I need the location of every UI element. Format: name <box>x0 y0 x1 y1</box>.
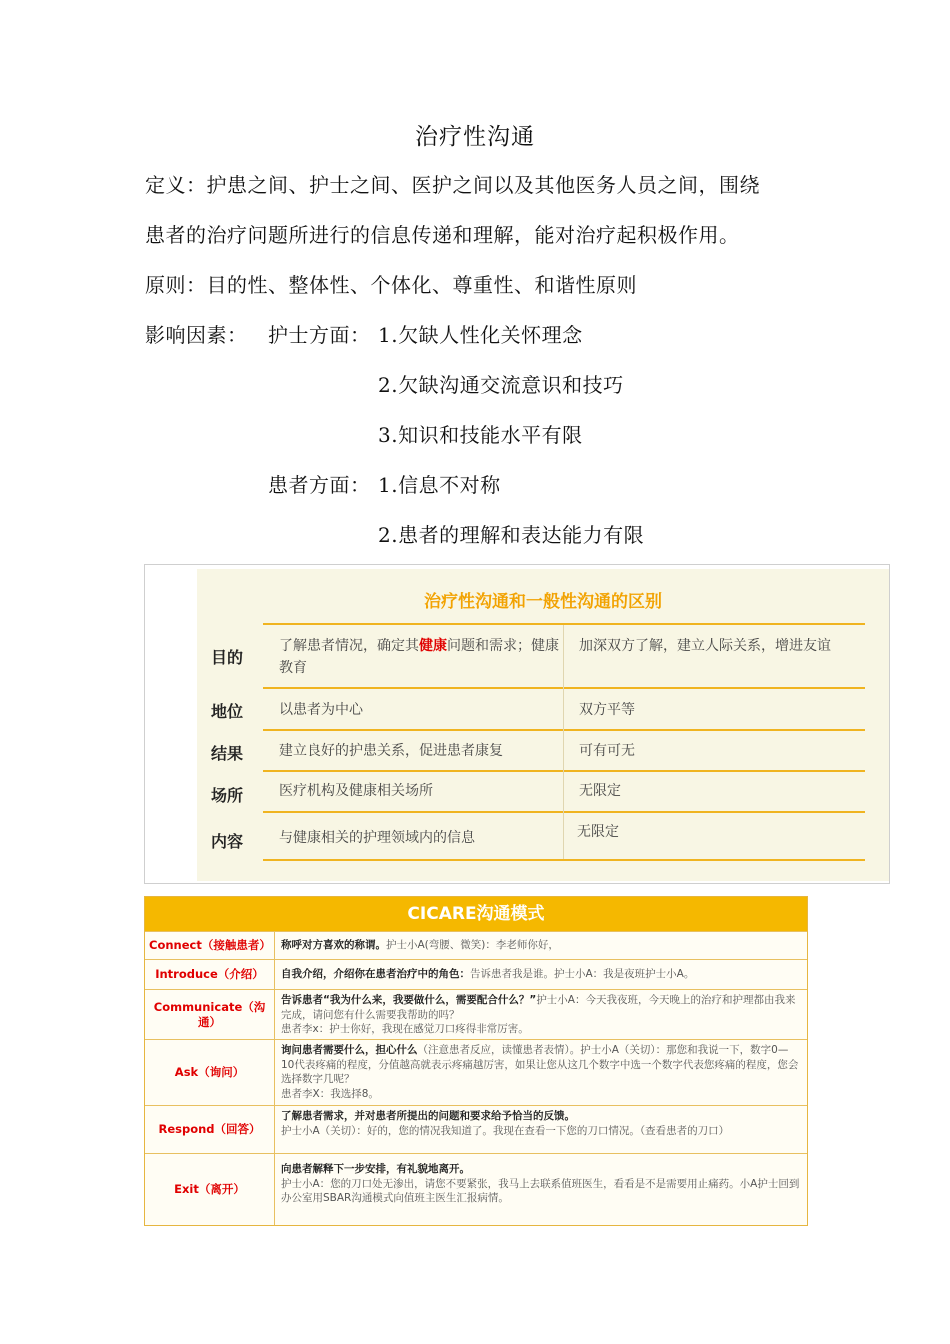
cicare-title: CICARE沟通模式 <box>145 897 807 931</box>
document-title: 治疗性沟通 <box>415 124 535 150</box>
table-row <box>145 1153 807 1225</box>
cell-a: 以患者为中心 <box>279 702 363 718</box>
comparison-panel <box>197 569 889 881</box>
cicare-step-text: 询问患者需要什么，担心什么（注意患者反应，读懂患者表情）。护士小A（关切）：那您和我说一下，数字0—10代表疼痛的程度，分值越高就表示疼痛越厉害，如果让您从这几个数字中选一个数字代表您疼痛的程度，您会选择数字几呢？ 患者李X：我选择8。 <box>281 1044 799 1100</box>
row-label: 目的 <box>211 648 244 667</box>
cicare-step-label: Connect（接触患者） <box>145 932 275 959</box>
cicare-step-text: 了解患者需求，并对患者所提出的问题和要求给予恰当的反馈。 护士小A（关切）：好的，您的情况我知道了。我现在查看一下您的刀口情况。（查看患者的刀口） <box>281 1110 730 1137</box>
cell-a: 了解患者情况，确定其健康问题和需求；健康教育 <box>279 638 559 676</box>
cell-b: 加深双方了解，建立人际关系，增进友谊 <box>579 638 831 654</box>
table-row <box>145 989 807 1039</box>
cicare-step-text: 称呼对方喜欢的称谓。护士小A(弯腰、微笑)：李老师你好， <box>281 939 559 951</box>
row-label: 地位 <box>211 702 244 721</box>
row-label: 结果 <box>211 744 244 763</box>
row-label: 场所 <box>211 786 244 805</box>
cicare-step-label: Respond（回答） <box>145 1106 275 1153</box>
patient-item-1: 1.信息不对称 <box>378 473 501 497</box>
divider <box>263 687 865 689</box>
cell-a: 医疗机构及健康相关场所 <box>279 783 433 799</box>
table-row <box>145 1105 807 1153</box>
nurse-item-2: 2.欠缺沟通交流意识和技巧 <box>378 373 624 397</box>
cell-b: 双方平等 <box>579 702 635 718</box>
principle-line: 原则：目的性、整体性、个体化、尊重性、和谐性原则 <box>145 273 637 297</box>
row-label: 内容 <box>211 832 244 851</box>
divider <box>263 729 865 731</box>
definition-line-2: 患者的治疗问题所进行的信息传递和理解，能对治疗起积极作用。 <box>145 223 740 247</box>
table-row <box>145 959 807 989</box>
nurse-item-3: 3.知识和技能水平有限 <box>378 423 583 447</box>
nurse-item-1: 1.欠缺人性化关怀理念 <box>378 323 583 347</box>
patient-label: 患者方面： <box>268 473 371 497</box>
column-divider <box>563 625 564 859</box>
cicare-step-label: Introduce（介绍） <box>145 960 275 989</box>
comparison-title: 治疗性沟通和一般性沟通的区别 <box>424 592 662 612</box>
divider <box>263 811 865 813</box>
cell-b: 无限定 <box>579 783 621 799</box>
patient-item-2: 2.患者的理解和表达能力有限 <box>378 523 645 547</box>
cicare-step-label: Communicate（沟通） <box>145 990 275 1039</box>
table-row <box>145 1039 807 1105</box>
cicare-step-text: 告诉患者“我为什么来，我要做什么，需要配合什么？”护士小A：今天我夜班，今天晚上的治疗和护理都由我来完成，请问您有什么需要我帮助的吗？ 患者李x：护士你好，我现在感觉刀口疼得非常厉害。 <box>281 994 796 1035</box>
factors-label: 影响因素： <box>145 323 248 347</box>
divider <box>263 859 865 861</box>
cell-b: 无限定 <box>577 824 619 840</box>
definition-line-1: 定义：护患之间、护士之间、医护之间以及其他医务人员之间，围绕 <box>145 173 760 197</box>
divider <box>263 623 865 625</box>
cicare-figure <box>144 896 808 1226</box>
comparison-figure <box>144 564 890 884</box>
table-row <box>145 931 807 959</box>
cicare-step-label: Ask（询问） <box>145 1040 275 1105</box>
divider <box>263 770 865 772</box>
cicare-step-label: Exit（离开） <box>145 1154 275 1225</box>
cicare-step-text: 向患者解释下一步安排，有礼貌地离开。 护士小A：您的刀口处无渗出，请您不要紧张，我马上去联系值班医生，看看是不是需要用止痛药。小A护士回到办公室用SBAR沟通模式向值班主医生汇报病情。 <box>281 1163 800 1204</box>
cicare-step-text: 自我介绍，介绍你在患者治疗中的角色：告诉患者我是谁。护士小A：我是夜班护士小A。 <box>281 968 695 980</box>
nurse-label: 护士方面： <box>268 323 371 347</box>
cell-b: 可有可无 <box>579 743 635 759</box>
cell-a: 与健康相关的护理领域内的信息 <box>279 830 475 846</box>
cell-a: 建立良好的护患关系，促进患者康复 <box>279 743 503 759</box>
